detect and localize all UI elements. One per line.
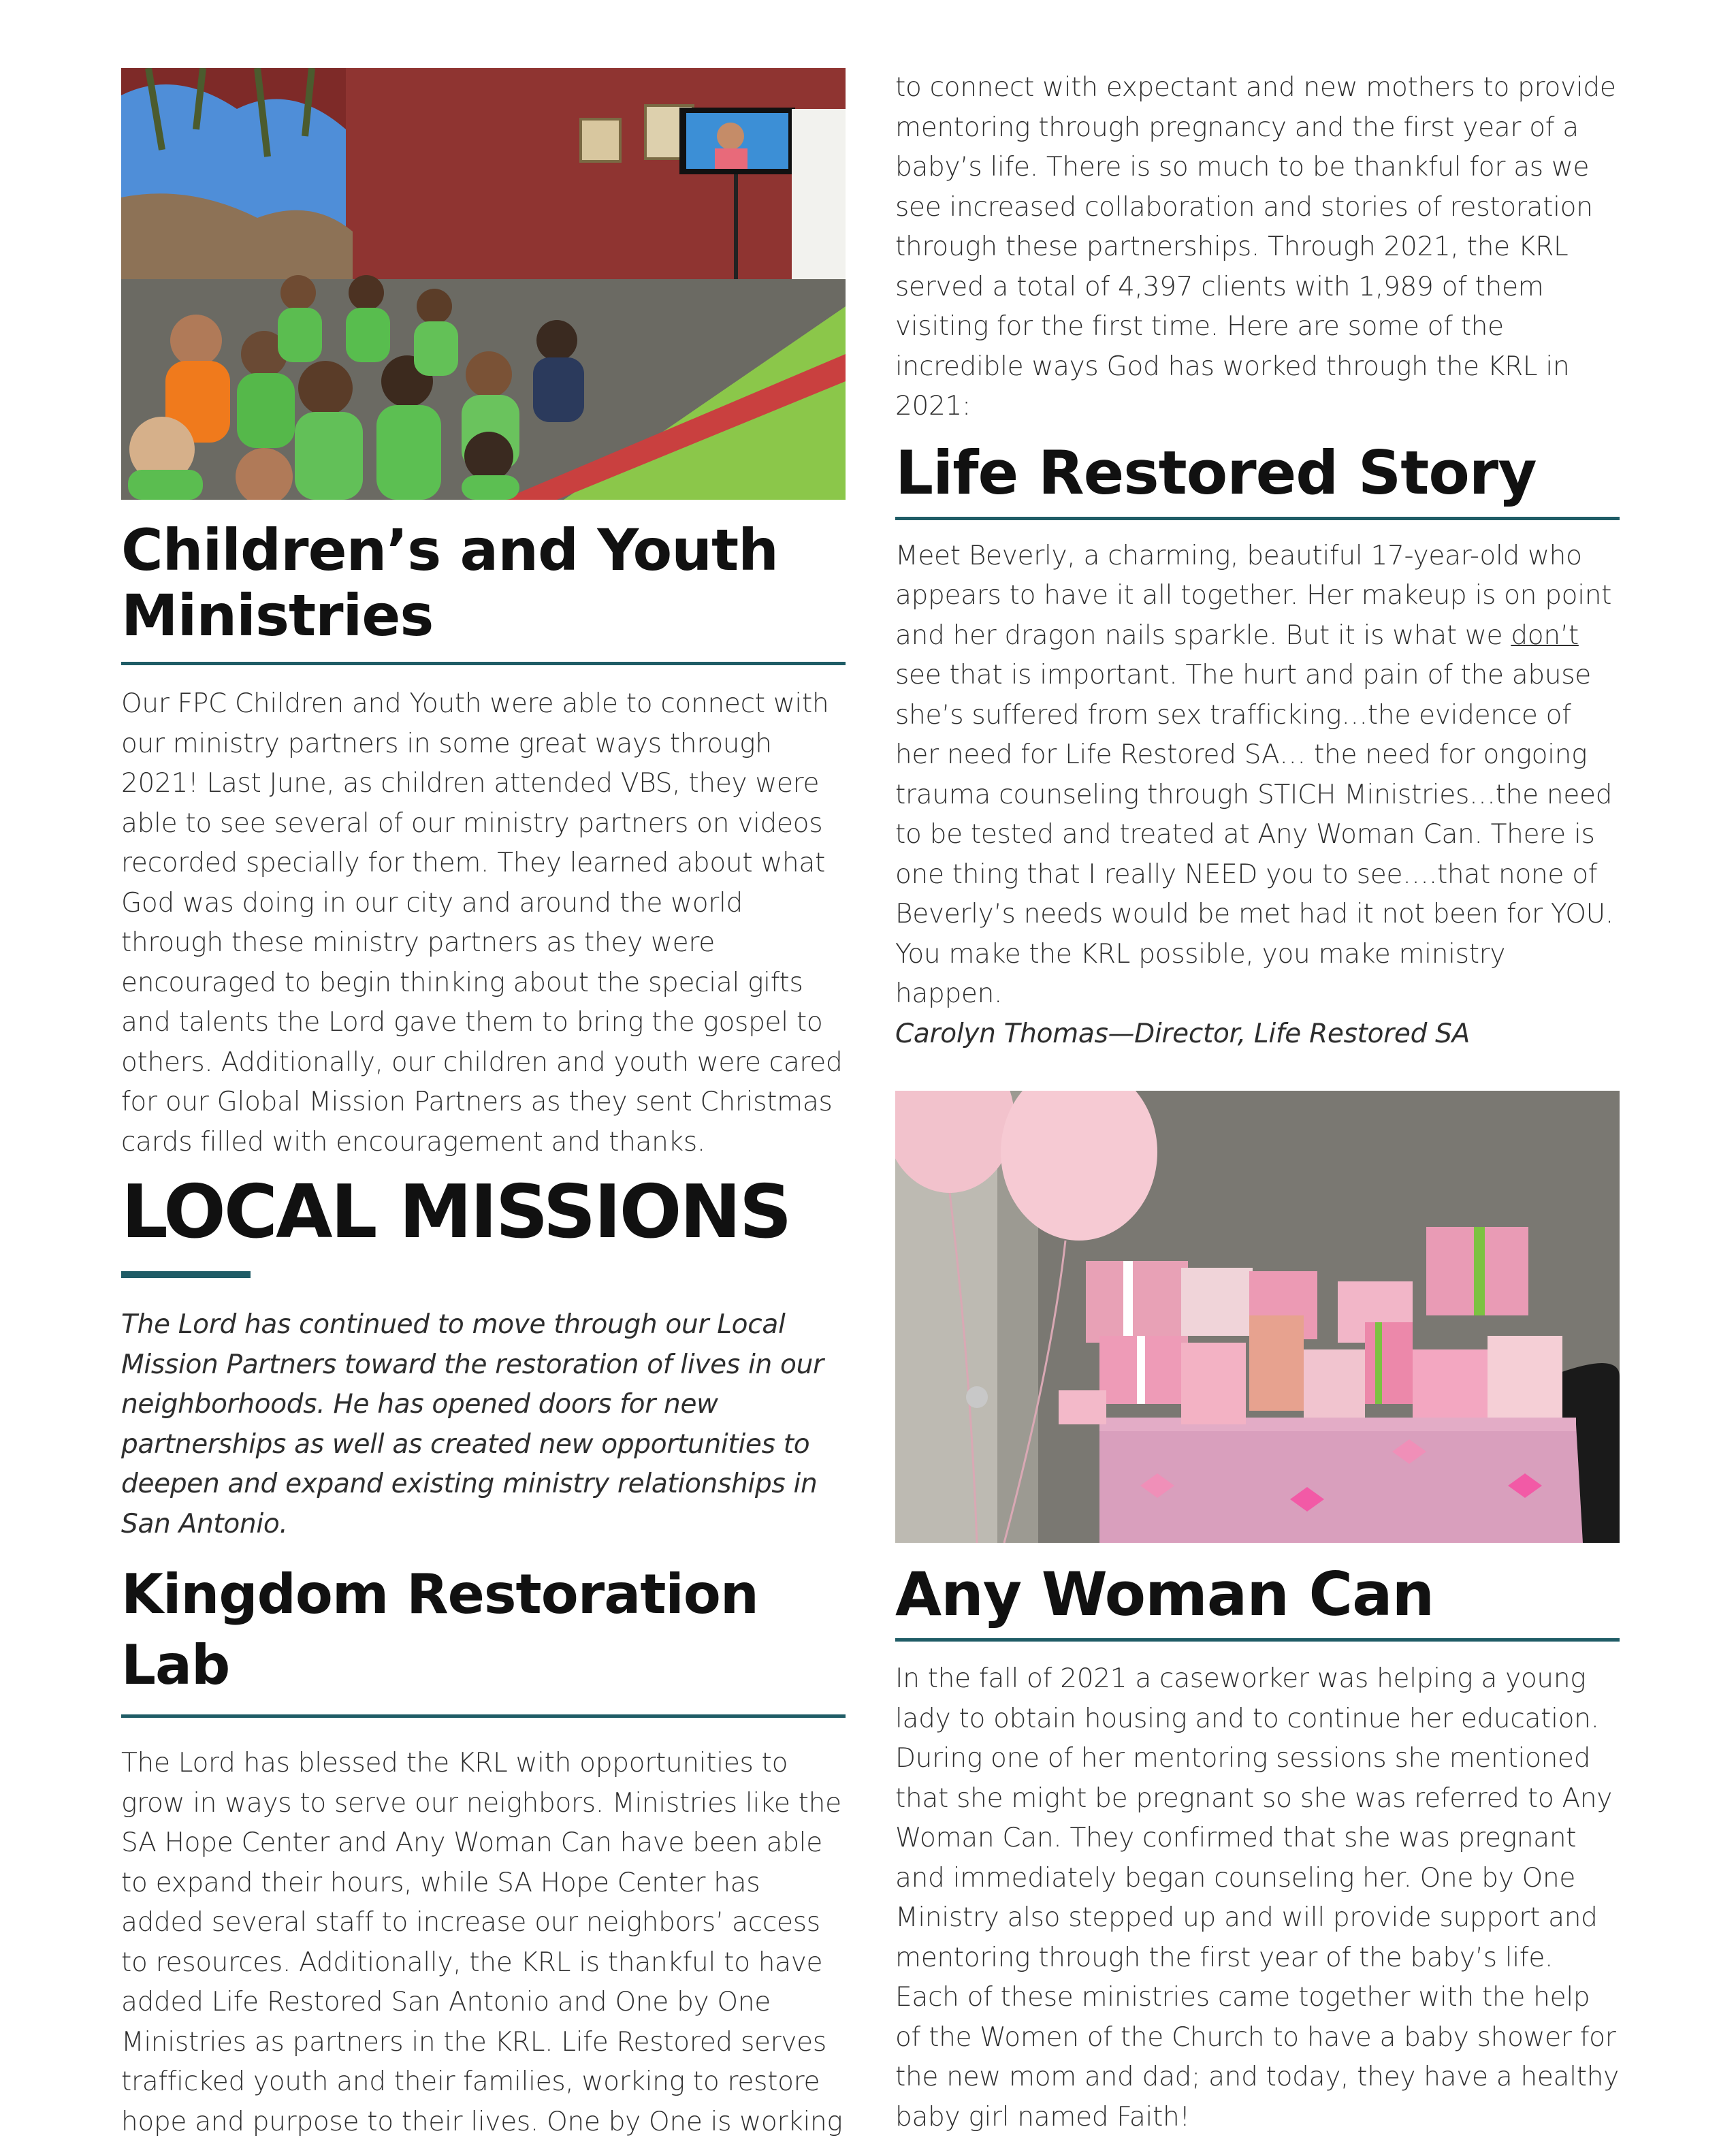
children-vbs-photo [121, 68, 846, 500]
right-column [895, 68, 1620, 2137]
local-missions-heading: LOCAL MISSIONS [121, 1170, 790, 1255]
children-youth-body: Our FPC Children and Youth were able to connect with our ministry partners in some great ways through 2021! Last June, as children attended VBS, they were able to see several of our ministry partners on videos recorded specially for them. They learned about what God was doing in our city and around the world through these ministry partners as they were encouraged to begin thinking about the special gifts and talents the Lord gave them to bring the gospel to others. Additionally, our children and youth were cared for our Global Mission Partners as they sent Christmas cards filled with encouragement and thanks. [121, 688, 843, 1157]
local-missions-rule [121, 1271, 251, 1278]
left-column [121, 68, 846, 2142]
krl-body: The Lord has blessed the KRL with opportunities to grow in ways to serve our neighbors. Ministries like the SA Hope Center and Any Woman Can have been able to expand their hours, while SA Hope Center has added several staff to increase our neighbors’ access to resources. Additionally, the KRL is thankful to have added Life Restored San Antonio and One by One Ministries as partners in the KRL. Life Restored serves trafficked youth and their families, working to restore hope and purpose to their lives. One by One is working [121, 1748, 843, 2137]
life-restored-body-part2: see that is important. The hurt and pain of the abuse she’s suffered from sex trafficking…the evidence of her need for Life Restored SA… the need for ongoing trauma counseling through STICH Ministries…the need to be tested and treated at Any Woman Can. There is one thing that I really NEED you to see….that none of Beverly’s needs would be met had it not been for YOU. You make the KRL possible, you make ministry happen. [895, 660, 1614, 1009]
children-youth-heading [121, 517, 846, 648]
any-woman-can-body: In the fall of 2021 a caseworker was helping a young lady to obtain housing and to continue her education. During one of her mentoring sessions she mentioned that she might be pregnant so she was referred to Any Woman Can. They confirmed that she was pregnant and immediately began counseling her. One by One Ministry also stepped up and will provide support and mentoring through the first year of the baby’s life. Each of these ministries came together with the help of the Women of the Church to have a baby shower for the new mom and dad; and today, they have a healthy baby girl named Faith! [895, 1663, 1619, 2132]
life-restored-body [895, 537, 1620, 1014]
photo-children-vbs-icon [121, 68, 846, 500]
local-missions-intro: The Lord has continued to move through our Local Mission Partners toward the restoration of lives in our neighborhoods. He has opened doors for new partnerships as well as created new opportunities to deepen and expand existing ministry relationships in San Antonio. [121, 1309, 824, 1539]
children-youth-heading-line2: Ministries [121, 582, 434, 649]
life-restored-body-part1: Meet Beverly, a charming, beautiful 17-year-old who appears to have it all together. Her makeup is on point and her dragon nails sparkle. But it is what we [895, 540, 1612, 651]
any-woman-can-heading: Any Woman Can [895, 1559, 1434, 1629]
life-restored-heading: Life Restored Story [895, 437, 1537, 508]
baby-shower-photo [895, 1091, 1620, 1543]
life-restored-signature: Carolyn Thomas—Director, Life Restored SA [895, 1018, 1470, 1049]
children-youth-heading-line1: Children’s and Youth [121, 517, 778, 584]
krl-heading: Kingdom Restoration Lab [121, 1563, 758, 1697]
krl-continued-body: to connect with expectant and new mothers to provide mentoring through pregnancy and the first year of a baby’s life. There is so much to be thankful for as we see increased collaboration and stories of restoration through these partnerships. Through 2021, the KRL served a total of 4,397 clients with 1,989 of them visiting for the first time. Here are some of the incredible ways God has worked through the KRL in 2021: [895, 72, 1616, 421]
photo-baby-shower-icon [895, 1091, 1620, 1543]
life-restored-underlined-word: don’t [1511, 620, 1579, 651]
